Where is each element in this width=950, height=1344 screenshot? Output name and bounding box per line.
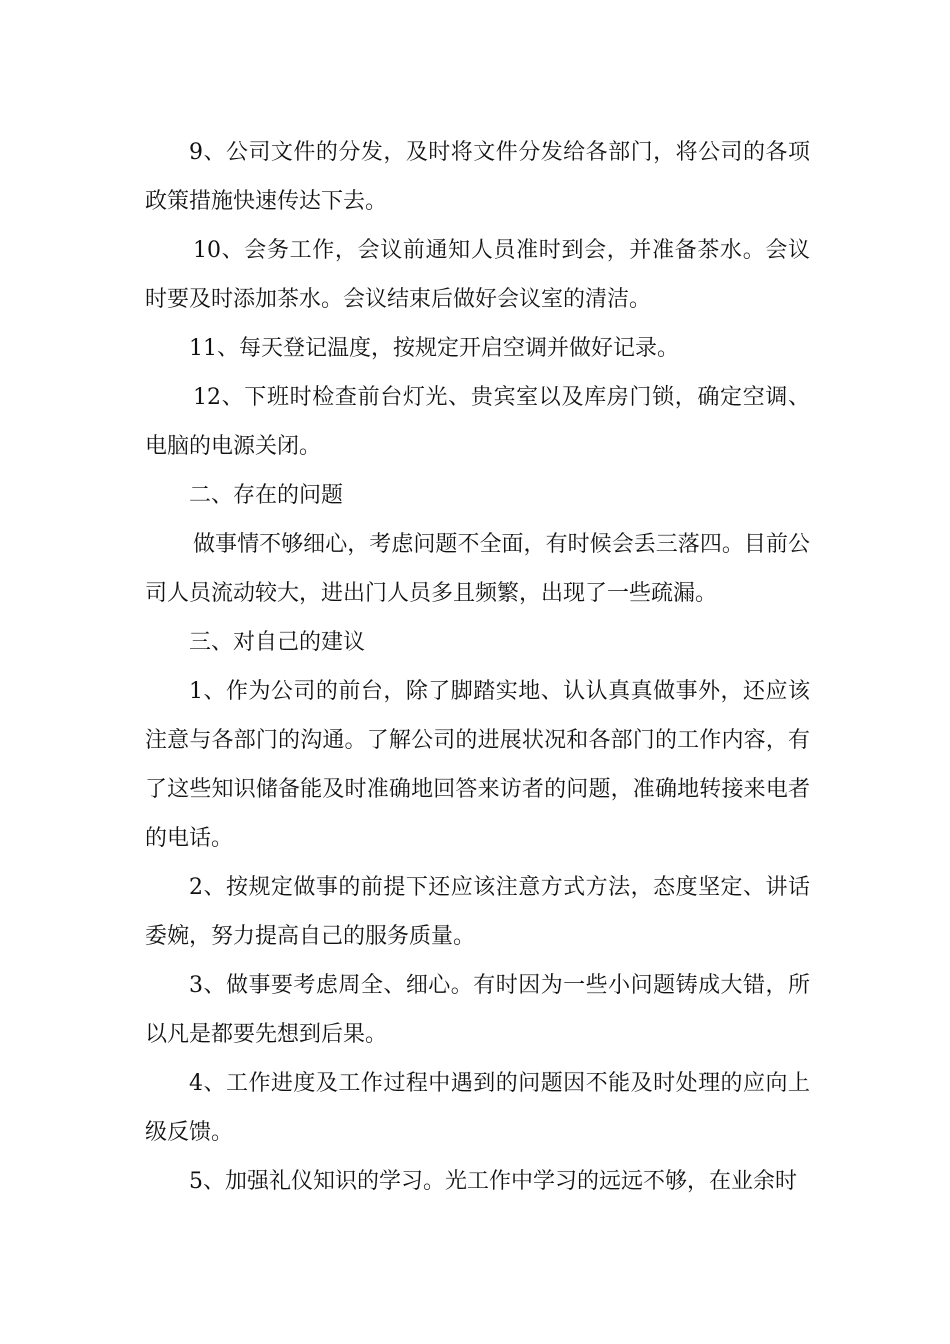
section-heading-suggestions: 三、对自己的建议 bbox=[189, 630, 366, 655]
suggestion-item-3: 3、做事要考虑周全、细心。有时因为一些小问题铸成大错，所以凡是都要先想到后果。 bbox=[145, 973, 810, 1047]
suggestion-item-5: 5、加强礼仪知识的学习。光工作中学习的远远不够，在业余时 bbox=[189, 1169, 797, 1194]
section-heading-problems: 二、存在的问题 bbox=[189, 483, 344, 508]
paragraph-problems: 做事情不够细心，考虑问题不全面，有时候会丢三落四。目前公司人员流动较大，进出门人员多且频繁，出现了一些疏漏。 bbox=[145, 532, 810, 606]
document-body bbox=[145, 128, 810, 1206]
paragraph-item-11: 11、每天登记温度，按规定开启空调并做好记录。 bbox=[189, 336, 679, 361]
paragraph-item-10: 10、会务工作，会议前通知人员准时到会，并准备茶水。会议时要及时添加茶水。会议结束后做好会议室的清洁。 bbox=[145, 238, 810, 312]
paragraph-item-9: 9、公司文件的分发，及时将文件分发给各部门，将公司的各项政策措施快速传达下去。 bbox=[145, 140, 810, 214]
suggestion-item-2: 2、按规定做事的前提下还应该注意方式方法，态度坚定、讲话委婉，努力提高自己的服务质量。 bbox=[145, 875, 810, 949]
suggestion-item-4: 4、工作进度及工作过程中遇到的问题因不能及时处理的应向上级反馈。 bbox=[145, 1071, 810, 1145]
suggestion-item-1: 1、作为公司的前台，除了脚踏实地、认认真真做事外，还应该注意与各部门的沟通。了解公司的进展状况和各部门的工作内容，有了这些知识储备能及时准确地回答来访者的问题，准确地转接来电者的电话。 bbox=[145, 679, 810, 851]
paragraph-item-12: 12、下班时检查前台灯光、贵宾室以及库房门锁，确定空调、电脑的电源关闭。 bbox=[145, 385, 810, 459]
